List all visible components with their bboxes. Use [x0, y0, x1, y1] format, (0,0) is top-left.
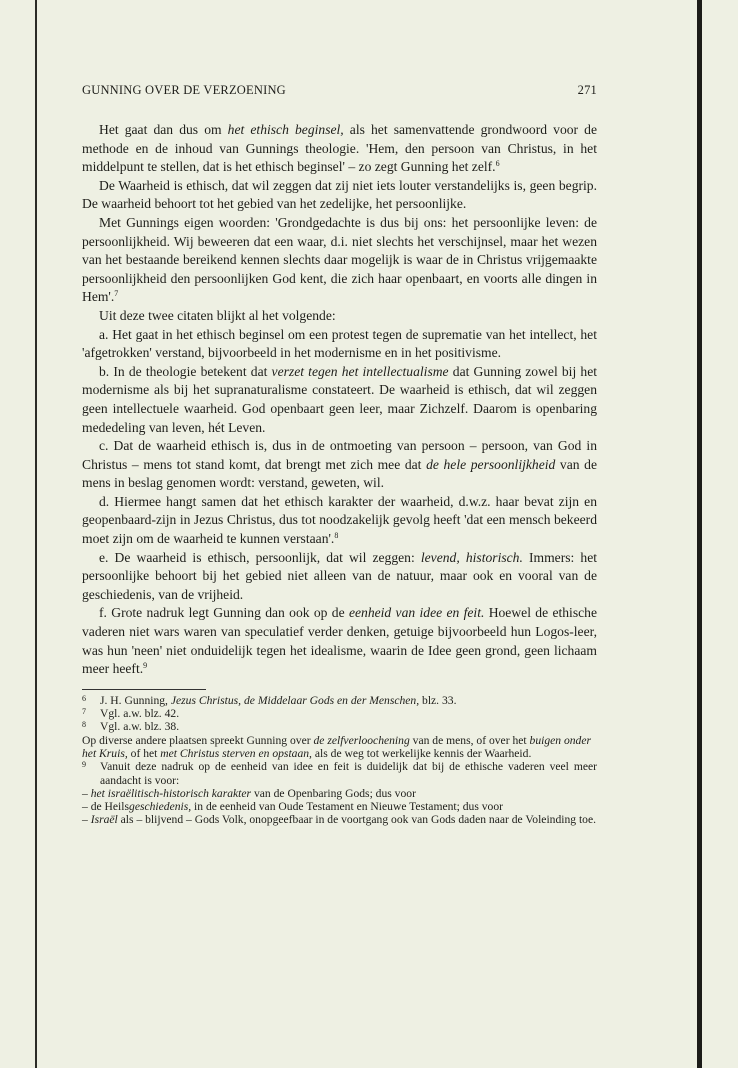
list-item-d: d. Hiermee hangt samen dat het ethisch karakter der waarheid, d.w.z. haar bevat zijn en geopenbaard-zijn in Jezus Christus, dus tot noodzakelijk gevolg heeft 'dat een mensch bekeerd moet zijn om de waarheid te kunnen verstaan'.$^8$ [82, 493, 597, 547]
paragraph: De Waarheid is ethisch, dat wil zeggen dat zij niet iets louter verstandelijks is, geen begrip. De waarheid behoort tot het gebied van het zedelijke, het persoonlijke. [82, 177, 597, 212]
scan-edge-left [35, 0, 37, 1068]
scan-edge-right [697, 0, 702, 1068]
footnote-9-item: – Israël als – blijvend – Gods Volk, onopgeefbaar in de voortgang ook van Gods daden naar de Voleinding toe. [82, 813, 597, 827]
running-title: GUNNING OVER DE VERZOENING [82, 83, 286, 97]
paragraph: Met Gunnings eigen woorden: 'Grondgedachte is dus bij ons: het persoonlijke leven: de persoonlijkheid. Wij beweeren dat een waar, d.i. niet slechts het verschijnsel, maar het wezen van het bestaande bereikend kennen slechts daar mogelijk is waar de in Christus vrijgemaakte persoonlijkheid den persoonlijken God kent, die zich haar openbaart, en voorts alle dingen in Hem'.$^7$ [82, 214, 597, 305]
book-page [82, 83, 597, 827]
footnote-6: 6 J. H. Gunning, Jezus Christus, de Middelaar Gods en der Menschen, blz. 33. [82, 693, 457, 707]
footnote-ref: 7 [114, 289, 119, 299]
footnote-ref: 9 [143, 661, 148, 671]
main-text [82, 121, 597, 679]
footnote-9-item: – de Heilsgeschiedenis, in de eenheid van Oude Testament en Nieuwe Testament; dus voor [82, 800, 504, 814]
footnote-8-continued: Op diverse andere plaatsen spreekt Gunning over de zelfverloochening van de mens, of over het buigen onder het Kruis, of het met Christus sterven en opstaan, als de weg tot werkelijke kennis der Waarheid. [82, 733, 592, 760]
list-item-b: b. In de theologie betekent dat verzet tegen het intellectualisme dat Gunning zowel bij het modernisme als bij het supranaturalisme constateert. De waarheid is ethisch, dat wil zeggen geen intellectuele waarheid. God openbaart geen leer, maar Zichzelf. Daarom is openbaring mededeling van leven, hét Leven. [82, 363, 598, 435]
footnote-7: 7 Vgl. a.w. blz. 42. [82, 707, 180, 721]
footnote-divider [82, 689, 206, 690]
paragraph: Uit deze twee citaten blijkt al het volgende: [99, 307, 336, 323]
list-item-e: e. De waarheid is ethisch, persoonlijk, dat wil zeggen: levend, historisch. Immers: het persoonlijke behoort bij het gebied niet alleen van de natuur, maar ook en vooral van de geschiedenis, van de vrijheid. [82, 549, 597, 602]
page-number: 271 [577, 83, 597, 97]
list-item-a: a. Het gaat in het ethisch beginsel om een protest tegen de suprematie van het intellect, het 'afgetrokken' verstand, bijvoorbeeld in het modernisme en in het positivisme. [82, 326, 597, 361]
footnote-ref: 8 [334, 531, 339, 541]
footnote-9-item: – het israëlitisch-historisch karakter van de Openbaring Gods; dus voor [82, 786, 416, 800]
list-item-f: f. Grote nadruk legt Gunning dan ook op de eenheid van idee en feit. Hoewel de ethische vaderen niet wars waren van speculatief verder denken, getuige bijvoorbeeld hun Logos-leer, was hun 'neen' niet onduidelijk tegen het idealisme, waarin de Idee geen grond, geen lichaam meer heeft.$^9$ [82, 605, 597, 677]
paragraph: Het gaat dan dus om het ethisch beginsel, als het samenvattende grondwoord voor de methode en de inhoud van Gunnings theologie. 'Hem, den persoon van Christus, in het middelpunt te stellen, dat is het ethisch beginsel' – zo zegt Gunning het zelf.$^6$ [82, 122, 597, 175]
footnote-ref: 6 [495, 159, 500, 169]
running-header [82, 83, 597, 98]
footnote-9: 9 Vanuit deze nadruk op de eenheid van idee en feit is duidelijk dat bij de ethische vaderen veel meer aandacht is voor: [82, 760, 597, 787]
footnote-8: 8 Vgl. a.w. blz. 38. [82, 720, 180, 734]
list-item-c: c. Dat de waarheid ethisch is, dus in de ontmoeting van persoon – persoon, van God in Christus – mens tot stand komt, dat brengt met zich mee dat de hele persoonlijkheid van de mens in beslag genomen wordt: verstand, geweten, wil. [82, 438, 597, 491]
footnotes [82, 694, 597, 827]
